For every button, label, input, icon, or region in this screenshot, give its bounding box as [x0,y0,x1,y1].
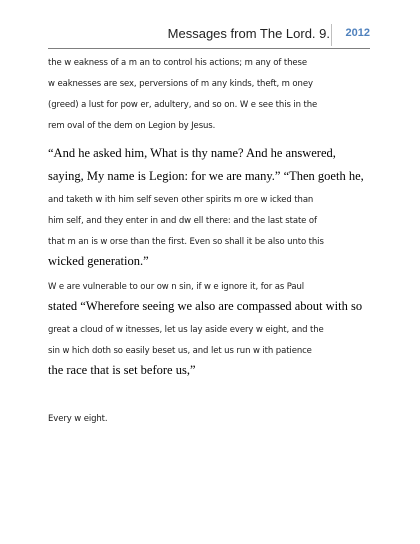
text-line: Every w eight. [48,414,108,424]
text-line: “And he asked him, What is thy name? And he answered, [48,146,336,160]
text-line: saying, My name is Legion: for we are many.” “Then goeth he, [48,169,364,183]
header-rule [48,48,370,49]
text-line: W e are vulnerable to our ow n sin, if w e ignore it, for as Paul [48,282,305,292]
text-line: sin w hich doth so easily beset us, and let us run w ith patience [48,346,312,356]
text-line: w eaknesses are sex, perversions of m any kinds, theft, m oney [48,79,313,89]
text-line: and taketh w ith him self seven other spirits m ore w icked than [48,195,314,205]
header-title: Messages from The Lord. 9. [167,26,330,41]
text-line: the w eakness of a m an to control his actions; m any of these [48,58,307,68]
header-separator [331,24,332,46]
text-line: the race that is set before us,” [48,363,196,377]
text-line: that m an is w orse than the first. Even so shall it be also unto this [48,237,324,247]
text-line: him self, and they enter in and dw ell there: and the last state of [48,216,317,226]
text-line: great a cloud of w itnesses, let us lay aside every w eight, and the [48,325,324,335]
header-year: 2012 [345,27,370,39]
text-line: wicked generation.” [48,254,149,268]
page-header [48,26,370,46]
text-line: rem oval of the dem on Legion by Jesus. [48,121,216,131]
text-line: stated “Wherefore seeing we also are compassed about with so [48,299,363,313]
text-line: (greed) a lust for pow er, adultery, and so on. W e see this in the [48,100,318,110]
